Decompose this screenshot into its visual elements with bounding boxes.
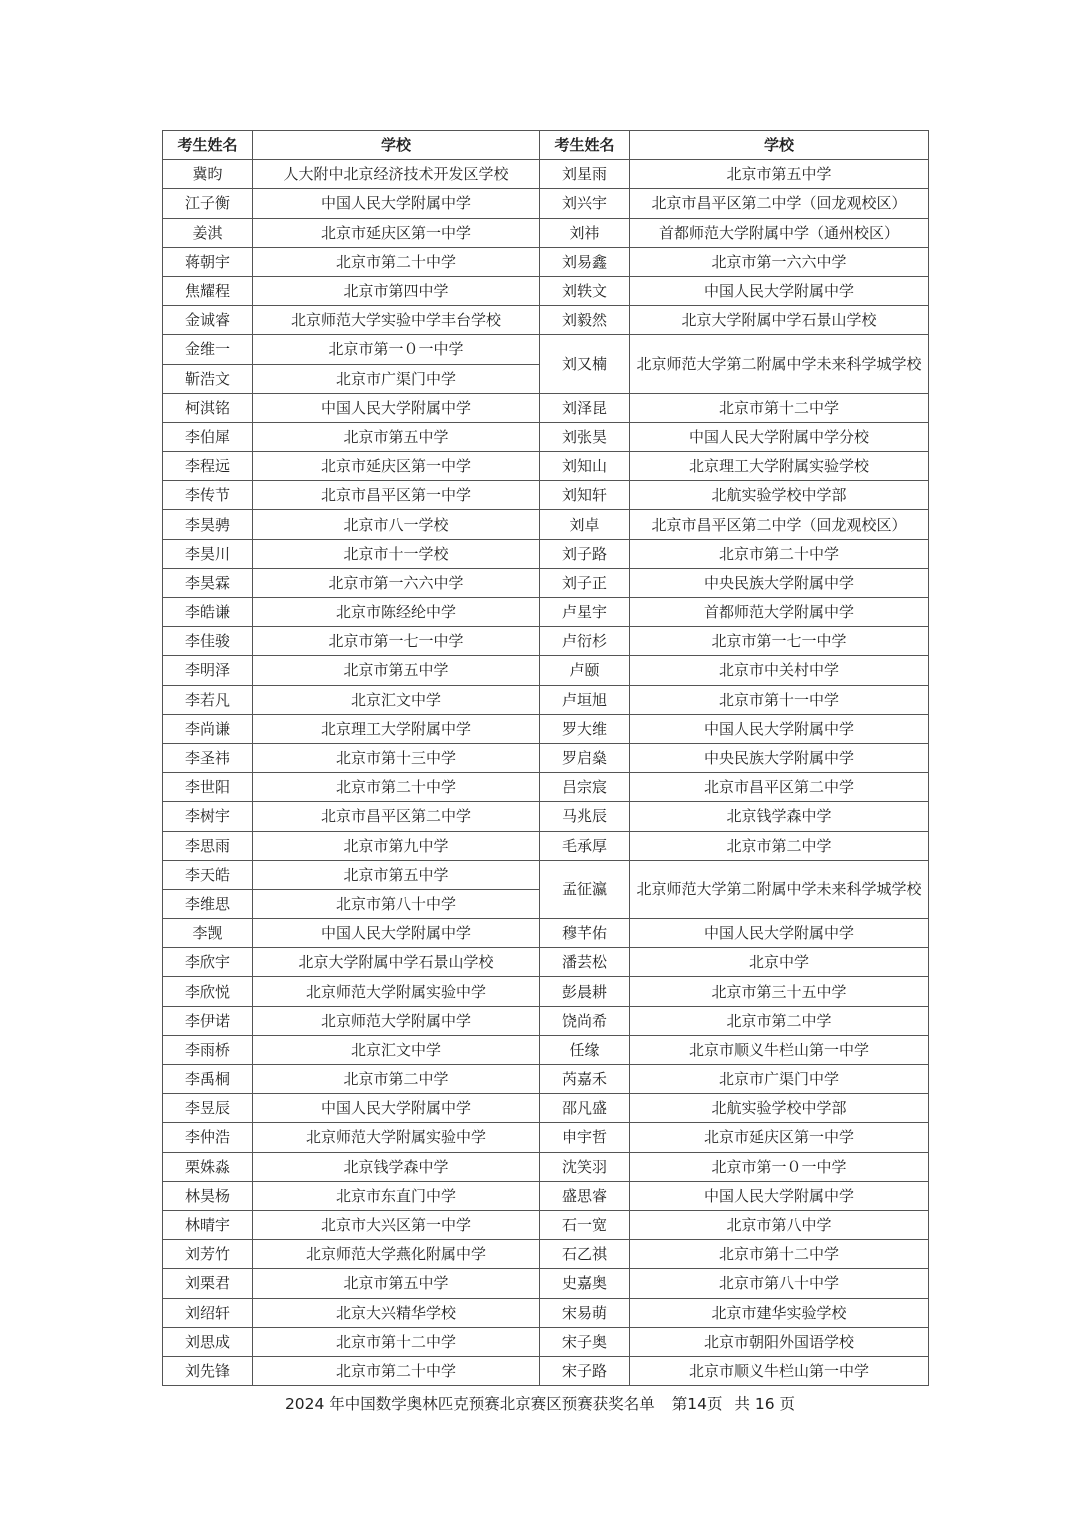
school-name: 北京市第二十中学 — [253, 773, 540, 802]
student-name: 刘子路 — [540, 539, 630, 568]
student-name: 刘子正 — [540, 568, 630, 597]
school-name: 北京市第五中学 — [630, 160, 929, 189]
footer-page-number: 第14页 — [671, 1395, 723, 1413]
header-name-left: 考生姓名 — [163, 131, 253, 160]
school-name: 北京市顺义牛栏山第一中学 — [630, 1035, 929, 1064]
school-name: 北京市第九中学 — [253, 831, 540, 860]
table-row — [163, 802, 929, 831]
table-row — [163, 510, 929, 539]
school-name: 中国人民大学附属中学 — [253, 393, 540, 422]
student-name: 李昱辰 — [163, 1094, 253, 1123]
student-name: 金诚睿 — [163, 306, 253, 335]
school-name: 中国人民大学附属中学 — [630, 276, 929, 305]
school-name: 北京大学附属中学石景山学校 — [253, 948, 540, 977]
table-row — [163, 335, 929, 364]
student-name: 卢垣旭 — [540, 685, 630, 714]
school-name: 中央民族大学附属中学 — [630, 568, 929, 597]
school-name: 中国人民大学附属中学分校 — [630, 422, 929, 451]
school-name: 北京钱学森中学 — [253, 1152, 540, 1181]
school-name: 北京市第二中学 — [630, 1006, 929, 1035]
school-name: 北京市昌平区第二中学 — [253, 802, 540, 831]
school-name: 北京市延庆区第一中学 — [253, 218, 540, 247]
student-name: 李天皓 — [163, 860, 253, 889]
student-name: 林晴宇 — [163, 1210, 253, 1239]
student-name: 蒋朝宇 — [163, 247, 253, 276]
student-name: 宋易萌 — [540, 1298, 630, 1327]
table-row — [163, 276, 929, 305]
table-row — [163, 422, 929, 451]
student-name: 卢衍杉 — [540, 627, 630, 656]
table-row — [163, 1035, 929, 1064]
school-name: 北京市朝阳外国语学校 — [630, 1327, 929, 1356]
school-name: 中国人民大学附属中学 — [630, 714, 929, 743]
student-name: 李传节 — [163, 481, 253, 510]
school-name: 北京市第十三中学 — [253, 743, 540, 772]
student-name: 刘星雨 — [540, 160, 630, 189]
table-row — [163, 1298, 929, 1327]
table-row — [163, 160, 929, 189]
school-name: 北京市第二十中学 — [630, 539, 929, 568]
table-row — [163, 773, 929, 802]
school-name: 北京师范大学附属实验中学 — [253, 977, 540, 1006]
school-name: 北航实验学校中学部 — [630, 481, 929, 510]
table-row — [163, 452, 929, 481]
school-name: 北京市大兴区第一中学 — [253, 1210, 540, 1239]
student-name: 宋子奥 — [540, 1327, 630, 1356]
student-name: 李圣祎 — [163, 743, 253, 772]
student-name: 刘又楠 — [540, 335, 630, 393]
header-name-right: 考生姓名 — [540, 131, 630, 160]
school-name: 北航实验学校中学部 — [630, 1094, 929, 1123]
school-name: 北京市广渠门中学 — [253, 364, 540, 393]
student-name: 金维一 — [163, 335, 253, 364]
student-name: 李欣悦 — [163, 977, 253, 1006]
table-row — [163, 860, 929, 889]
school-name: 北京市第十二中学 — [253, 1327, 540, 1356]
school-name: 北京市中关村中学 — [630, 656, 929, 685]
table-row — [163, 1210, 929, 1239]
header-school-right: 学校 — [630, 131, 929, 160]
school-name: 北京市昌平区第二中学（回龙观校区） — [630, 189, 929, 218]
student-name: 冀昀 — [163, 160, 253, 189]
student-name: 卢星宇 — [540, 598, 630, 627]
school-name: 北京市第三十五中学 — [630, 977, 929, 1006]
student-name: 石乙祺 — [540, 1240, 630, 1269]
student-name: 李觊 — [163, 919, 253, 948]
school-name: 中国人民大学附属中学 — [630, 919, 929, 948]
school-name: 北京市第二中学 — [630, 831, 929, 860]
table-row — [163, 1065, 929, 1094]
school-name: 北京市第五中学 — [253, 1269, 540, 1298]
table-row — [163, 977, 929, 1006]
school-name: 北京市第五中学 — [253, 860, 540, 889]
student-name: 刘兴宇 — [540, 189, 630, 218]
student-name: 潘芸松 — [540, 948, 630, 977]
school-name: 北京市第二十中学 — [253, 247, 540, 276]
student-name: 卢颐 — [540, 656, 630, 685]
school-name: 北京大兴精华学校 — [253, 1298, 540, 1327]
table-row — [163, 919, 929, 948]
table-row — [163, 1094, 929, 1123]
school-name: 北京市十一学校 — [253, 539, 540, 568]
student-name: 李明泽 — [163, 656, 253, 685]
table-row — [163, 218, 929, 247]
student-name: 刘芳竹 — [163, 1240, 253, 1269]
table-row — [163, 1356, 929, 1385]
student-name: 马兆辰 — [540, 802, 630, 831]
student-name: 刘易鑫 — [540, 247, 630, 276]
student-name: 罗启燊 — [540, 743, 630, 772]
student-name: 申宇哲 — [540, 1123, 630, 1152]
school-name: 中国人民大学附属中学 — [253, 919, 540, 948]
table-body — [163, 160, 929, 1386]
school-name: 北京市第二中学 — [253, 1065, 540, 1094]
table-row — [163, 1327, 929, 1356]
school-name: 首都师范大学附属中学 — [630, 598, 929, 627]
student-name: 刘张昊 — [540, 422, 630, 451]
footer-page-total: 共 16 页 — [734, 1395, 796, 1413]
school-name: 北京市昌平区第二中学（回龙观校区） — [630, 510, 929, 539]
school-name: 北京市八一学校 — [253, 510, 540, 539]
student-name: 李思雨 — [163, 831, 253, 860]
table-row — [163, 1152, 929, 1181]
table-row — [163, 743, 929, 772]
school-name: 北京市延庆区第一中学 — [253, 452, 540, 481]
school-name: 北京市第一０一中学 — [630, 1152, 929, 1181]
student-name: 刘知山 — [540, 452, 630, 481]
page-footer — [0, 1392, 1080, 1414]
table-row — [163, 1006, 929, 1035]
school-name: 北京师范大学第二附属中学未来科学城学校 — [630, 860, 929, 918]
table-row — [163, 568, 929, 597]
student-name: 石一宽 — [540, 1210, 630, 1239]
table-row — [163, 189, 929, 218]
school-name: 北京市广渠门中学 — [630, 1065, 929, 1094]
school-name: 北京市第一六六中学 — [253, 568, 540, 597]
school-name: 中央民族大学附属中学 — [630, 743, 929, 772]
school-name: 北京市第一０一中学 — [253, 335, 540, 364]
table-header-row — [163, 131, 929, 160]
student-name: 李树宇 — [163, 802, 253, 831]
table-row — [163, 1181, 929, 1210]
table-row — [163, 306, 929, 335]
school-name: 北京市顺义牛栏山第一中学 — [630, 1356, 929, 1385]
table-row — [163, 481, 929, 510]
school-name: 北京钱学森中学 — [630, 802, 929, 831]
school-name: 中国人民大学附属中学 — [630, 1181, 929, 1210]
school-name: 北京师范大学燕化附属中学 — [253, 1240, 540, 1269]
student-name: 穆芊佑 — [540, 919, 630, 948]
school-name: 北京市第二十中学 — [253, 1356, 540, 1385]
school-name: 北京市东直门中学 — [253, 1181, 540, 1210]
student-name: 刘绍轩 — [163, 1298, 253, 1327]
table-row — [163, 948, 929, 977]
award-table — [162, 130, 929, 1386]
student-name: 柯淇铭 — [163, 393, 253, 422]
student-name: 刘轶文 — [540, 276, 630, 305]
student-name: 沈笑羽 — [540, 1152, 630, 1181]
student-name: 孟征瀛 — [540, 860, 630, 918]
student-name: 任缘 — [540, 1035, 630, 1064]
student-name: 吕宗宸 — [540, 773, 630, 802]
school-name: 北京市第十二中学 — [630, 1240, 929, 1269]
student-name: 刘知轩 — [540, 481, 630, 510]
student-name: 刘先锋 — [163, 1356, 253, 1385]
student-name: 邵凡盛 — [540, 1094, 630, 1123]
student-name: 史嘉奥 — [540, 1269, 630, 1298]
school-name: 北京师范大学附属实验中学 — [253, 1123, 540, 1152]
school-name: 北京市第一六六中学 — [630, 247, 929, 276]
table-row — [163, 598, 929, 627]
student-name: 江子衡 — [163, 189, 253, 218]
table-row — [163, 1240, 929, 1269]
student-name: 李仲浩 — [163, 1123, 253, 1152]
student-name: 刘思成 — [163, 1327, 253, 1356]
school-name: 北京市第四中学 — [253, 276, 540, 305]
table-row — [163, 656, 929, 685]
student-name: 栗姝淼 — [163, 1152, 253, 1181]
student-name: 靳浩文 — [163, 364, 253, 393]
student-name: 焦耀程 — [163, 276, 253, 305]
student-name: 刘毅然 — [540, 306, 630, 335]
school-name: 北京市第十一中学 — [630, 685, 929, 714]
student-name: 李昊霖 — [163, 568, 253, 597]
student-name: 林昊杨 — [163, 1181, 253, 1210]
school-name: 北京大学附属中学石景山学校 — [630, 306, 929, 335]
school-name: 首都师范大学附属中学（通州校区） — [630, 218, 929, 247]
student-name: 刘栗君 — [163, 1269, 253, 1298]
student-name: 李昊川 — [163, 539, 253, 568]
student-name: 李昊骋 — [163, 510, 253, 539]
table-row — [163, 1123, 929, 1152]
student-name: 芮嘉禾 — [540, 1065, 630, 1094]
school-name: 北京市昌平区第一中学 — [253, 481, 540, 510]
school-name: 北京师范大学实验中学丰台学校 — [253, 306, 540, 335]
student-name: 刘卓 — [540, 510, 630, 539]
student-name: 刘泽昆 — [540, 393, 630, 422]
school-name: 北京市第一七一中学 — [253, 627, 540, 656]
school-name: 北京汇文中学 — [253, 685, 540, 714]
school-name: 人大附中北京经济技术开发区学校 — [253, 160, 540, 189]
table-row — [163, 1269, 929, 1298]
table-row — [163, 627, 929, 656]
header-school-left: 学校 — [253, 131, 540, 160]
school-name: 北京市第十二中学 — [630, 393, 929, 422]
table-row — [163, 685, 929, 714]
student-name: 李伯犀 — [163, 422, 253, 451]
school-name: 北京市陈经纶中学 — [253, 598, 540, 627]
student-name: 彭晨耕 — [540, 977, 630, 1006]
table-row — [163, 539, 929, 568]
school-name: 中国人民大学附属中学 — [253, 189, 540, 218]
student-name: 李佳骏 — [163, 627, 253, 656]
school-name: 北京理工大学附属实验学校 — [630, 452, 929, 481]
student-name: 刘祎 — [540, 218, 630, 247]
student-name: 李雨桥 — [163, 1035, 253, 1064]
table-row — [163, 393, 929, 422]
student-name: 罗大维 — [540, 714, 630, 743]
table-row — [163, 831, 929, 860]
table-row — [163, 714, 929, 743]
school-name: 北京市第五中学 — [253, 422, 540, 451]
school-name: 中国人民大学附属中学 — [253, 1094, 540, 1123]
school-name: 北京中学 — [630, 948, 929, 977]
footer-title: 2024 年中国数学奥林匹克预赛北京赛区预赛获奖名单 — [284, 1395, 655, 1413]
student-name: 李伊诺 — [163, 1006, 253, 1035]
student-name: 李尚谦 — [163, 714, 253, 743]
student-name: 饶尚希 — [540, 1006, 630, 1035]
student-name: 李欣宇 — [163, 948, 253, 977]
student-name: 李世阳 — [163, 773, 253, 802]
school-name: 北京汇文中学 — [253, 1035, 540, 1064]
student-name: 李皓谦 — [163, 598, 253, 627]
student-name: 毛承厚 — [540, 831, 630, 860]
student-name: 李程远 — [163, 452, 253, 481]
school-name: 北京市昌平区第二中学 — [630, 773, 929, 802]
student-name: 李若凡 — [163, 685, 253, 714]
school-name: 北京市建华实验学校 — [630, 1298, 929, 1327]
school-name: 北京市第五中学 — [253, 656, 540, 685]
school-name: 北京理工大学附属中学 — [253, 714, 540, 743]
school-name: 北京市第一七一中学 — [630, 627, 929, 656]
student-name: 李禹桐 — [163, 1065, 253, 1094]
school-name: 北京市延庆区第一中学 — [630, 1123, 929, 1152]
school-name: 北京市第八中学 — [630, 1210, 929, 1239]
table-row — [163, 247, 929, 276]
student-name: 姜淇 — [163, 218, 253, 247]
school-name: 北京市第八十中学 — [253, 889, 540, 918]
school-name: 北京师范大学附属中学 — [253, 1006, 540, 1035]
student-name: 宋子路 — [540, 1356, 630, 1385]
student-name: 盛思睿 — [540, 1181, 630, 1210]
student-name: 李维思 — [163, 889, 253, 918]
school-name: 北京市第八十中学 — [630, 1269, 929, 1298]
school-name: 北京师范大学第二附属中学未来科学城学校 — [630, 335, 929, 393]
